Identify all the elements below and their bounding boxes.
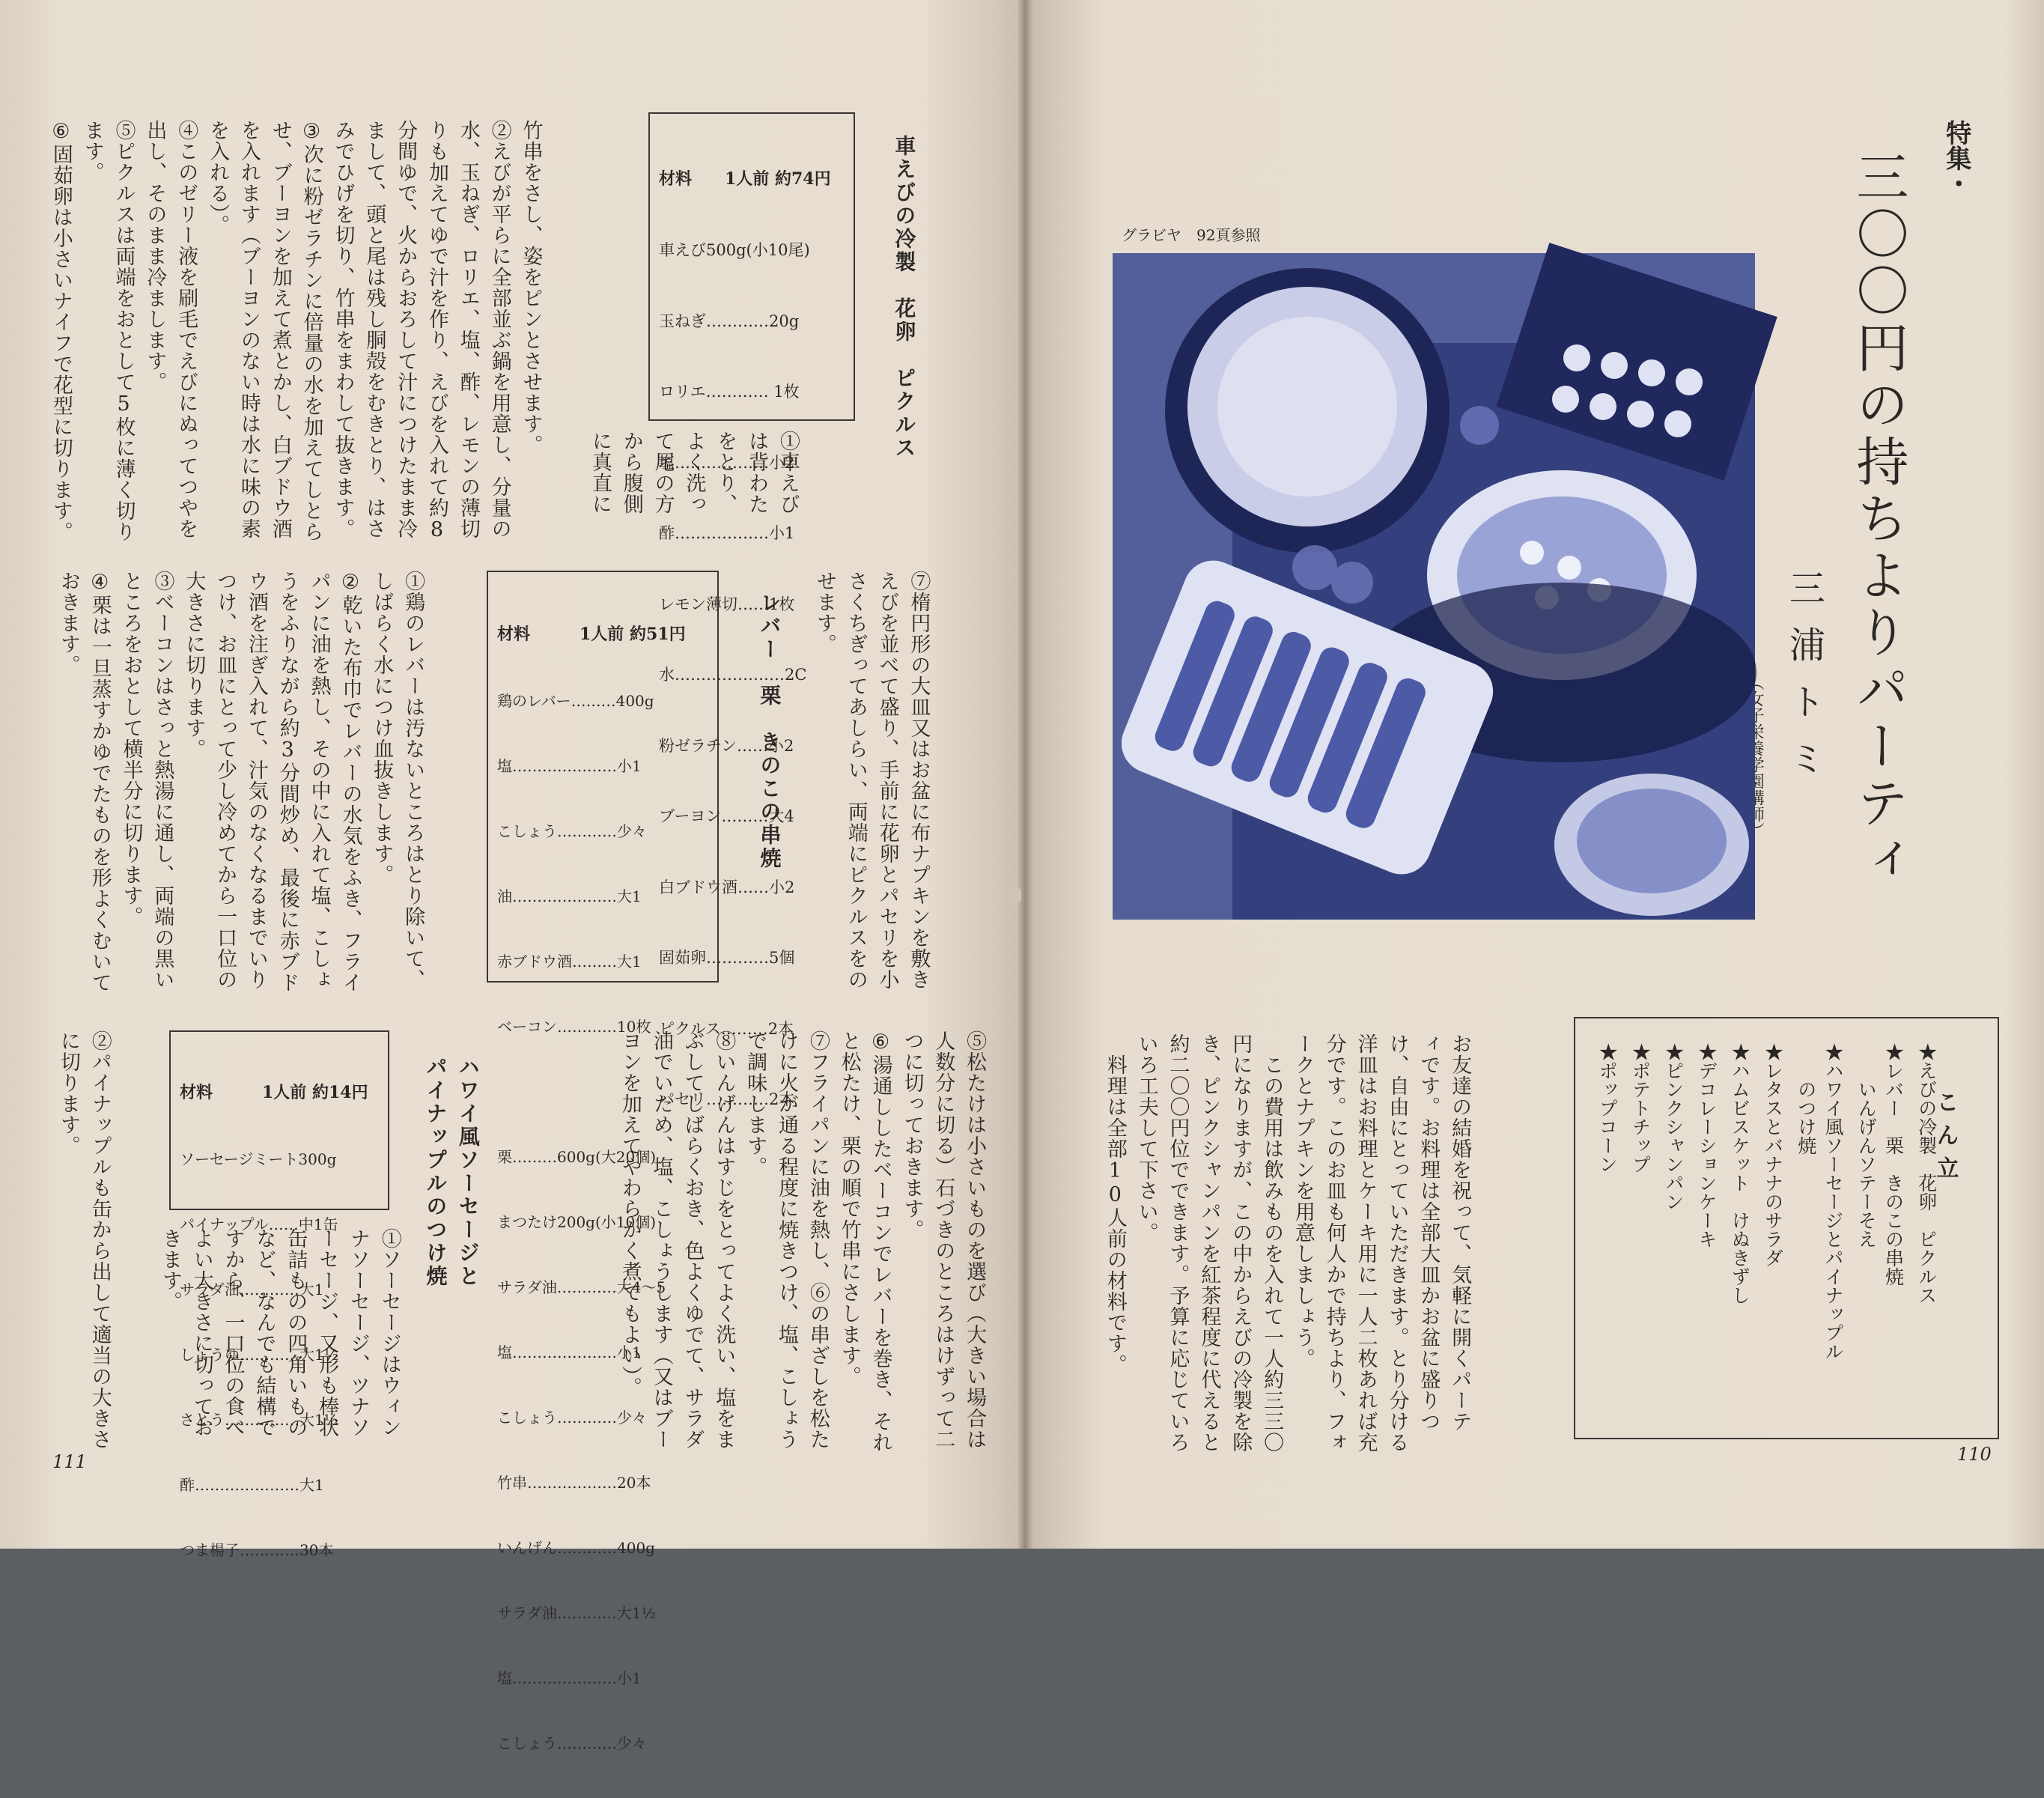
material-item: 玉ねぎ…………20g	[659, 312, 800, 330]
material-item: つま楊子…………30本	[180, 1540, 334, 1559]
material-item: ソーセージミート300g	[180, 1149, 337, 1168]
material-item: サラダ油…………大1½	[497, 1603, 656, 1622]
menu-item: ★デコレーションケーキ	[1696, 1042, 1718, 1248]
recipe2-heading: レバー 栗 きのこの串焼	[757, 592, 782, 870]
material-item: 車えび500g(小10尾)	[659, 241, 810, 259]
page-title: 三〇〇円の持ちよりパーティ	[1848, 150, 1909, 890]
recipe2-steps-a: ①鶏のレバーは汚ないところはとり除いて、 しばらく水につけ血抜きします。 ②乾いた布巾でレバーの水気をふき、フライ パンに油を熱し、その中に入れて塩、こしょ うをふりながら約3分間炒め、最後に赤ブド ウ酒を注ぎ入れて、汁気のなくなるまでいり つけ、お皿にとって少し冷めてから一口位の 大きさに切ります。 ③ベーコンはさっと熱湯に通し、両端の黒い ところをおとして横半分に切ります。 ④栗は一旦蒸すかゆでたものを形よくむいて おきます。	[56, 571, 425, 993]
material-item: こしょう…………少々	[497, 821, 647, 840]
material-item: 塩…………………小1	[497, 1343, 642, 1361]
menu-item: ★ハムビスケット けぬきずし	[1729, 1042, 1751, 1305]
material-item: こしょう…………少々	[497, 1408, 647, 1427]
material-item: サラダ油…………大4〜5	[497, 1278, 666, 1296]
page-number-right: 110	[1957, 1444, 1992, 1465]
material-item: パイナップル……中1缶	[180, 1215, 338, 1233]
material-item: 白ブドウ酒……小2	[659, 878, 795, 896]
material-item: 塩…………………小1	[497, 756, 642, 775]
recipe3-heading: ハワイ風ソーセージと パイナップルのつけ焼	[423, 1056, 481, 1288]
party-food-photo-image	[1113, 253, 1755, 920]
material-item: しょうゆ…………大1½	[180, 1345, 339, 1364]
material-item: 栗………600g(大20個)	[497, 1147, 657, 1166]
material-item: 油…………………大1	[497, 887, 642, 905]
recipe3-steps-b: ②パイナップルも缶から出して適当の大きさ に切ります。	[56, 1030, 112, 1450]
material-item: ベーコン…………10枚	[497, 1017, 651, 1036]
menu-item: ★ピンクシャンパン	[1662, 1042, 1685, 1211]
party-food-photo	[1113, 253, 1755, 920]
material-item: さとう……………大1½	[180, 1410, 339, 1429]
material-item: まつたけ200g(小10個)	[497, 1212, 657, 1231]
recipe3-materials-title: 材料 1人前 約14円	[180, 1083, 368, 1102]
binding-staple	[1003, 566, 1014, 580]
book-gutter	[1017, 0, 1033, 1549]
material-item: ブーヨン………大4	[659, 807, 794, 825]
material-item: 竹串………………20本	[497, 1473, 651, 1492]
gravure-note: グラビヤ 92頁参照	[1122, 226, 1261, 244]
menu-item: ★レタスとバナナのサラダ	[1762, 1042, 1784, 1267]
menu-item: ★レバー 栗 きのこの串焼 いんげんソテーそえ	[1855, 1042, 1905, 1286]
recipe2-steps-b: ⑤松たけは小さいものを選び（大きい場合は 人数分に切る）石づきのところはけずって二 つに切っておきます。 ⑥湯通ししたベーコンでレバーを巻き、それ と松たけ、栗の順で竹串にさします。 ⑦フライパンに油を熱し、⑥の串ざしを松た けに火が通る程度に焼きつけ、塩、こしょう で調味します。 ⑧いんげんはすじをとってよく洗い、塩をま ぶしてしばらくおき、色よくゆでて、サラダ 油でいため、塩、こしょうします（又はブー ヨンを加えてやわらかく煮てもよい）。	[618, 1030, 987, 1453]
material-item: 水…………………2C	[659, 666, 807, 684]
menu-list	[1593, 1042, 1940, 1361]
menu-item: ★ポテトチップ	[1629, 1042, 1652, 1173]
binding-staple	[1011, 888, 1021, 902]
menu-item: ★えびの冷製 花卵 ピクルス	[1915, 1042, 1938, 1305]
material-item: サラダ油…………大1	[180, 1280, 324, 1299]
menu-title: こん立	[1932, 1090, 1959, 1189]
material-item: レモン薄切……1枚	[659, 595, 795, 613]
material-item: 塩………………小2	[659, 453, 795, 472]
material-item: 鶏のレバー………400g	[497, 691, 654, 710]
material-item: ロリエ………… 1枚	[659, 383, 800, 401]
recipe3-steps-a: ①ソーセージはウィン ナソーセージ、ツナソ ーセージ、又形も棒状 缶詰ものの四角いもの など、なんでも結構で すから、一口位の食べ よい大きさに切ってお きます。	[158, 1228, 401, 1438]
material-item: 固茹卵…………5個	[659, 949, 795, 967]
recipe2-materials-title: 材料 1人前 約51円	[497, 625, 686, 644]
material-item: 粉ゼラチン……小2	[659, 736, 794, 755]
recipe1-steps-main: 竹串をさし、姿をピンとさせます。 ②えびが平らに全部並ぶ鍋を用意し、分量の 水、玉ねぎ、ロリエ、塩、酢、レモンの薄切 りも加えてゆで汁を作り、えびを入れて約8 分間ゆで、火からおろして汁につけたまま冷 まして、頭と尾は残し胴殻をむきとり、はさ みでひげを切り、竹串をまわして抜きます。 ③次に粉ゼラチンに倍量の水を加えてしとら せ、ブーヨンを加えて煮とかし、白ブドウ酒 を入れます（ブーヨンのない時は水に味の素 を入れる）。 ④このゼリー液を刷毛でえびにぬってつやを 出し、そのまま冷まします。 ⑤ピクルスは両端をおとして5枚に薄く切り ます。 ⑥固茹卵は小さいナイフで花型に切ります。	[49, 120, 543, 542]
menu-item: ★ハワイ風ソーセージとパイナップル のつけ焼	[1795, 1042, 1844, 1361]
material-item: 酢………………小1	[659, 524, 795, 542]
material-item: パセリ…………2本	[659, 1090, 795, 1108]
feature-label: 特集・	[1941, 120, 1971, 196]
recipe1-step7: ⑦楕円形の大皿又はお盆に布ナプキンを敷き えびを並べて盛り、手前に花卵とパセリを小 さくちぎってあしらい、両端にピクルスをの せます。	[812, 571, 931, 990]
menu-item: ★ポップコーン	[1596, 1042, 1619, 1173]
page-number-left: 111	[52, 1451, 87, 1472]
author-name: 三浦トミ	[1783, 569, 1825, 797]
material-item: 塩…………………小1	[497, 1668, 642, 1687]
material-item: こしょう…………少々	[497, 1734, 647, 1752]
material-item: いんげん…………400g	[497, 1538, 655, 1557]
intro-text: お友達の結婚を祝って、気軽に開くパーテ ィです。お料理は全部大皿かお盆に盛りつ け、自由にとっていただきます。とり分ける 洋皿はお料理とケーキ用に一人二枚あれば充 分です。このお皿も何人かで持ちより、フォ ークとナプキンを用意しましょう。 この費用は飲みものを入れて一人約三三〇 円になりますが、この中からえびの冷製を除 き、ピンクシャンパンを紅茶程度に代えると 約二〇〇円位でできます。予算に応じていろ いろ工夫して下さい。 料理は全部10人前の材料です。	[1103, 1033, 1472, 1453]
recipe1-steps-top: ①車えび は背わた をとり、 よく洗っ て尾の方 から腹側 に真直に	[588, 431, 800, 514]
recipe1-heading: 車えびの冷製 花卵 ピクルス	[892, 135, 917, 460]
material-item: 酢…………………大1	[180, 1475, 324, 1494]
left-page	[0, 0, 1024, 1752]
recipe1-materials-title: 材料 1人前 約74円	[659, 169, 831, 189]
material-item: 赤ブドウ酒………大1	[497, 952, 642, 971]
material-item: ピクルス………2本	[659, 1019, 794, 1038]
